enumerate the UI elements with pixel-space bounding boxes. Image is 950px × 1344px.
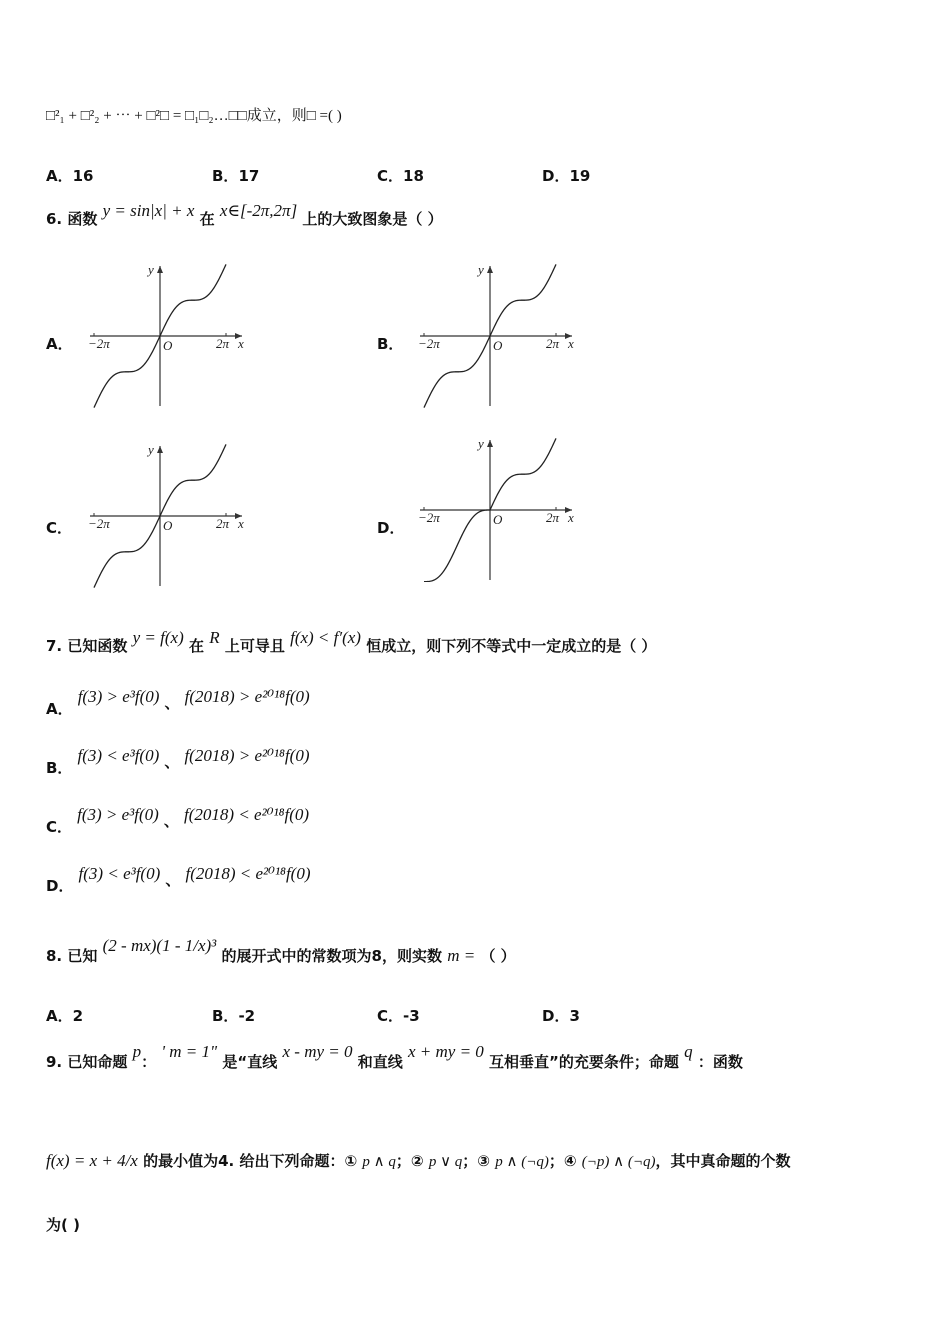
neg-2pi-label: −2π [88, 516, 110, 531]
q6-function: y = sin|x| + x [102, 201, 195, 220]
q9-claim-2: p ∨ q [428, 1154, 463, 1170]
q7-mid2: 上可导且 [224, 637, 285, 655]
q9-sep-2: ；② [395, 1152, 424, 1170]
q8-post: 的展开式中的常数项为8，则实数 [221, 947, 442, 965]
q5-option-c[interactable] [377, 165, 424, 186]
q9-desc: 的最小值为4. 给出下列命题：① [143, 1152, 358, 1170]
question-number: 7. [46, 637, 63, 655]
y-axis-arrow [157, 446, 163, 453]
y-label: y [478, 262, 484, 277]
question-number: 8. [46, 947, 63, 965]
q8-option-b[interactable] [212, 1005, 255, 1026]
q9-m-condition: ' m = 1" [161, 1042, 218, 1061]
q8-option-c[interactable] [377, 1005, 420, 1026]
q8-pre: 已知 [67, 947, 98, 965]
option-label: B． [212, 1007, 239, 1025]
q6-pre: 函数 [67, 210, 98, 228]
origin-label: O [163, 518, 173, 533]
q7-option-d[interactable] [46, 863, 311, 895]
q5-option-a[interactable] [46, 165, 93, 186]
q8-stem [46, 936, 516, 966]
neg-2pi-label: −2π [88, 336, 110, 351]
option-value: 3 [569, 1007, 580, 1025]
neg-2pi-label: −2π [418, 510, 440, 525]
origin-label: O [163, 338, 173, 353]
q9-sep-4: ；④ [548, 1152, 577, 1170]
q8-option-a[interactable] [46, 1005, 83, 1026]
q9-p: p [132, 1042, 142, 1061]
option-label: B． [46, 759, 73, 777]
q9-stem-line-1 [46, 1042, 743, 1072]
q6-stem [46, 201, 443, 229]
option-ineq-2: f(2018) < e²⁰¹⁸f(0) [184, 805, 310, 824]
y-label: y [148, 262, 154, 277]
option-sep: 、 [165, 871, 181, 889]
q5-option-b[interactable] [212, 165, 259, 186]
q6-post: 上的大致图象是（ ） [302, 210, 443, 228]
q6-mid: 在 [199, 210, 215, 228]
q9-post2: ：函数 [697, 1053, 743, 1071]
pos-2pi-label: 2π [216, 516, 230, 531]
pos-2pi-label: 2π [546, 510, 560, 525]
q5-tail-text: □²₁ + □²₂ + ⋯ + □²□ = □₁□₂…□□成立，则□ =( ) [46, 108, 342, 124]
graph-svg [80, 258, 250, 408]
q7-post: 恒成立，则下列不等式中一定成立的是（ ） [366, 637, 657, 655]
option-label: D． [542, 1007, 570, 1025]
q6-graph-c[interactable] [80, 438, 250, 588]
q9-end: ，其中真命题的个数 [655, 1152, 791, 1170]
q7-mid1: 在 [188, 637, 204, 655]
y-axis-arrow [487, 266, 493, 273]
q6-option-b-label[interactable]: B． [377, 335, 404, 353]
q9-claim-1: p ∧ q [362, 1154, 396, 1170]
option-sep: 、 [164, 753, 180, 771]
q8-option-d[interactable] [542, 1005, 580, 1026]
option-ineq-1: f(3) < e³f(0) [78, 864, 161, 883]
q5-condition [46, 104, 342, 125]
q6-graph-b[interactable] [410, 258, 580, 408]
option-label: A． [46, 167, 73, 185]
option-ineq-2: f(2018) < e²⁰¹⁸f(0) [185, 864, 311, 883]
option-label: D． [46, 877, 74, 895]
q6-option-c-label[interactable]: C． [46, 519, 73, 537]
graph-svg [410, 258, 580, 408]
q5-option-d[interactable] [542, 165, 590, 186]
option-value: 2 [72, 1007, 84, 1025]
q7-option-b[interactable] [46, 745, 310, 777]
q7-option-c[interactable] [46, 804, 310, 836]
x-label: x [568, 510, 574, 525]
q7-option-a[interactable] [46, 686, 310, 718]
option-label: C． [377, 1007, 404, 1025]
x-label: x [568, 336, 574, 351]
q9-and: 和直线 [357, 1053, 403, 1071]
q9-pre: 已知命题 [67, 1053, 128, 1071]
y-axis-arrow [157, 266, 163, 273]
q6-domain: x∈[-2π,2π] [219, 201, 298, 220]
q9-stem-line-2 [46, 1150, 791, 1171]
option-sep: 、 [163, 812, 179, 830]
x-label: x [238, 516, 244, 531]
option-label: A． [46, 700, 73, 718]
q7-pre: 已知函数 [67, 637, 128, 655]
q9-last: 为( ) [46, 1216, 80, 1234]
q9-claim-3: p ∧ (¬q) [495, 1154, 549, 1170]
neg-2pi-label: −2π [418, 336, 440, 351]
option-value: 18 [403, 167, 424, 185]
origin-label: O [493, 512, 503, 527]
origin-label: O [493, 338, 503, 353]
q6-option-d-label[interactable]: D． [377, 519, 405, 537]
option-ineq-1: f(3) > e³f(0) [77, 805, 159, 824]
q7-condition: f(x) < f′(x) [290, 628, 361, 647]
q9-sep-3: ；③ [462, 1152, 490, 1170]
q7-function: y = f(x) [132, 628, 184, 647]
q9-claim-4: (¬p) ∧ (¬q) [581, 1154, 656, 1170]
x-label: x [238, 336, 244, 351]
option-sep: 、 [164, 694, 180, 712]
q9-q: q [684, 1042, 693, 1061]
option-ineq-1: f(3) < e³f(0) [77, 746, 160, 765]
y-label: y [148, 442, 154, 457]
option-ineq-2: f(2018) > e²⁰¹⁸f(0) [184, 687, 310, 706]
pos-2pi-label: 2π [546, 336, 560, 351]
option-value: -2 [238, 1007, 256, 1025]
option-value: -3 [403, 1007, 420, 1025]
option-label: C． [377, 167, 404, 185]
graph-svg [80, 438, 250, 588]
q9-function: f(x) = x + 4/x [46, 1151, 138, 1170]
q8-tail: （ ） [480, 947, 516, 965]
option-ineq-1: f(3) > e³f(0) [77, 687, 160, 706]
question-number: 6. [46, 210, 63, 228]
question-number: 9. [46, 1053, 63, 1071]
q9-line-1: x - my = 0 [282, 1042, 353, 1061]
q7-set-r: R [209, 628, 220, 647]
pos-2pi-label: 2π [216, 336, 230, 351]
option-label: B． [212, 167, 239, 185]
option-value: 17 [238, 167, 260, 185]
q6-graph-a[interactable] [80, 258, 250, 408]
q9-stem-line-3 [46, 1214, 80, 1235]
y-axis-arrow [487, 440, 493, 447]
option-value: 19 [569, 167, 591, 185]
q6-graph-d[interactable] [410, 432, 580, 582]
option-ineq-2: f(2018) > e²⁰¹⁸f(0) [184, 746, 310, 765]
option-value: 16 [72, 167, 94, 185]
y-label: y [478, 436, 484, 451]
q9-colon: ： [141, 1053, 157, 1071]
option-label: D． [542, 167, 570, 185]
q8-expression: (2 - mx)(1 - 1/x)³ [102, 936, 217, 955]
q9-is: 是“直线 [222, 1053, 278, 1071]
option-label: A． [46, 1007, 73, 1025]
q9-line-2: x + my = 0 [407, 1042, 484, 1061]
q8-variable: m = [447, 946, 476, 965]
q7-stem [46, 628, 657, 656]
option-label: C． [46, 818, 73, 836]
q9-post: 互相垂直”的充要条件；命题 [489, 1053, 679, 1071]
graph-svg [410, 432, 580, 582]
q6-option-a-label[interactable]: A． [46, 335, 73, 353]
